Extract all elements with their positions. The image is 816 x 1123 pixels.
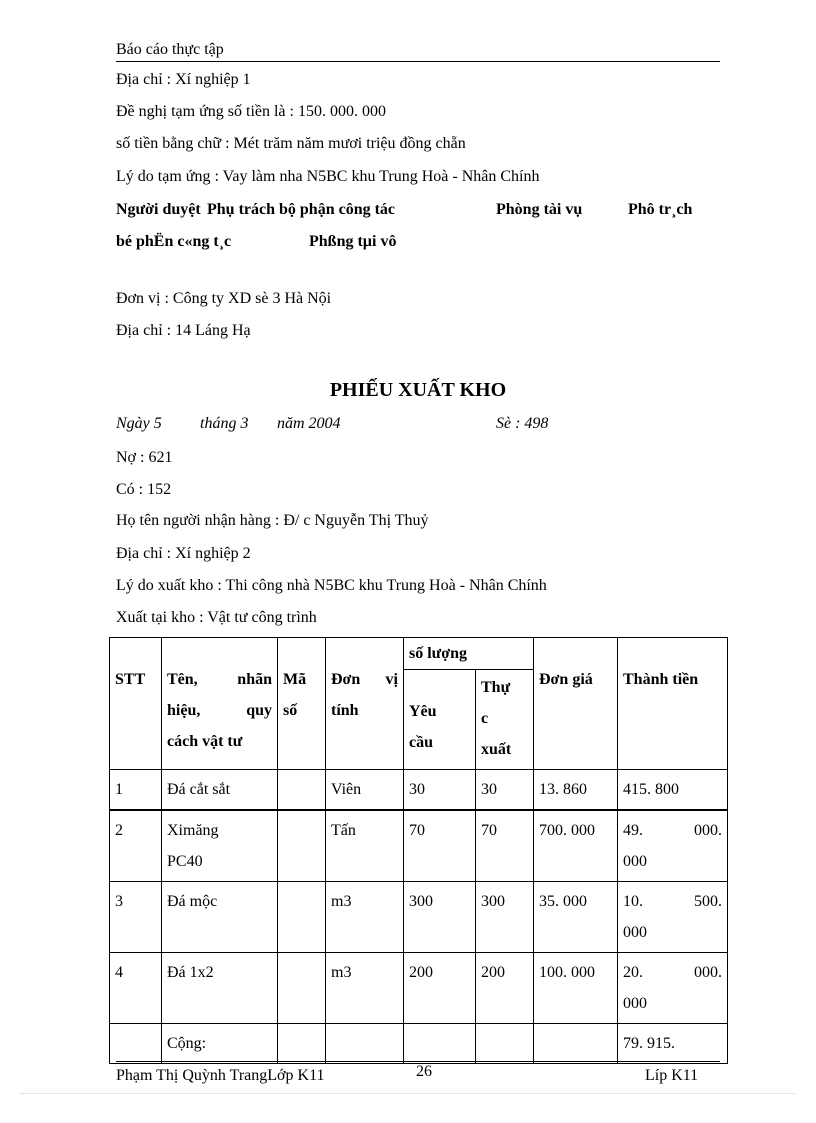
signature-garbled-3: Phßng tµi vô [309,233,397,250]
row-stt: 3 [110,882,162,953]
table-row [110,810,728,882]
row-actual: 30 [476,770,534,811]
footer-author: Phạm Thị Quỳnh TrangLớp K11 [116,1067,325,1084]
row-name: Ximăng PC40 [162,810,278,882]
advance-amount: Đề nghị tạm ứng số tiền là : 150. 000. 000 [116,103,386,120]
advance-address: Địa chỉ : Xí nghiệp 1 [116,71,251,88]
header-unit: Đơn vị tính [326,638,404,770]
signature-approver: Người duyệt [116,201,201,218]
sum-stt [110,1024,162,1064]
slip-reason: Lý do xuất kho : Thi công nhà N5BC khu Trung Hoà - Nhân Chính [116,577,547,594]
header-requested: Yêu cầu [404,670,476,770]
row-code [278,882,326,953]
header-code: Mã số [278,638,326,770]
row-code [278,810,326,882]
row-requested: 300 [404,882,476,953]
slip-warehouse: Xuất tại kho : Vật tư công trình [116,609,317,626]
row-name: Đá mộc [162,882,278,953]
row-requested: 200 [404,953,476,1024]
slip-receiver: Họ tên người nhận hàng : Đ/ c Nguyễn Thị Thuỷ [116,512,429,529]
signature-garbled-2: bé phËn c«ng t¸c [116,233,232,250]
advance-reason: Lý do tạm ứng : Vay làm nha N5BC khu Trung Hoà - Nhân Chính [116,168,540,185]
slip-date-day: Ngày 5 [116,415,162,432]
signature-finance: Phòng tài vụ [496,201,583,218]
company-address: Địa chỉ : 14 Láng Hạ [116,322,251,339]
table-row [110,770,728,811]
company-unit: Đơn vị : Công ty XD sè 3 Hà Nội [116,290,332,307]
slip-date-month: tháng 3 [200,415,249,432]
slip-debit: Nợ : 621 [116,449,173,466]
row-total: 20. 000. 000 [618,953,728,1024]
row-stt: 1 [110,770,162,811]
row-requested: 30 [404,770,476,811]
header-quantity: số lượng [404,638,534,670]
slip-title: PHIẾU XUẤT KHO [329,379,507,401]
signature-garbled-1: Phô tr¸ch [628,201,693,218]
header-total: Thành tiền [618,638,728,770]
table-row [110,953,728,1024]
row-unit: m3 [326,882,404,953]
table-row [110,882,728,953]
slip-credit: Có : 152 [116,481,172,498]
row-code [278,770,326,811]
header-name: Tên, nhãn hiệu, quy cách vật tư [162,638,278,770]
sum-label: Cộng: [162,1024,278,1064]
row-requested: 70 [404,810,476,882]
row-unit: Viên [326,770,404,811]
row-total: 49. 000. 000 [618,810,728,882]
advance-amount-words: số tiền bằng chữ : Mét trăm năm mươi triệu đồng chẵn [116,135,466,152]
row-unit: Tấn [326,810,404,882]
table-header-row [110,638,728,670]
goods-issue-table [109,637,728,1064]
slip-date-row [116,414,720,434]
page-bottom-dotted-line [20,1093,796,1094]
header-stt: STT [110,638,162,770]
row-actual: 200 [476,953,534,1024]
row-name: Đá 1x2 [162,953,278,1024]
table-sum-row [110,1024,728,1064]
footer-class: Líp K11 [645,1067,699,1084]
page-header: Báo cáo thực tập [116,40,720,62]
signature-dept-head: Phụ trách bộ phận công tác [207,201,396,218]
row-price: 13. 860 [534,770,618,811]
header-actual: Thự c xuất [476,670,534,770]
header-price: Đơn giá [534,638,618,770]
slip-number: Sè : 498 [496,415,549,432]
row-unit: m3 [326,953,404,1024]
row-stt: 2 [110,810,162,882]
row-price: 100. 000 [534,953,618,1024]
footer-page-number: 26 [416,1063,432,1080]
row-total: 415. 800 [618,770,728,811]
slip-address: Địa chỉ : Xí nghiệp 2 [116,545,251,562]
row-price: 35. 000 [534,882,618,953]
row-price: 700. 000 [534,810,618,882]
signature-row [116,200,720,220]
slip-date-year: năm 2004 [277,415,341,432]
row-actual: 70 [476,810,534,882]
row-code [278,953,326,1024]
sum-total: 79. 915. [618,1024,728,1064]
row-total: 10. 500. 000 [618,882,728,953]
signature-row-2 [116,232,720,252]
row-stt: 4 [110,953,162,1024]
row-actual: 300 [476,882,534,953]
row-name: Đá cắt sắt [162,770,278,811]
